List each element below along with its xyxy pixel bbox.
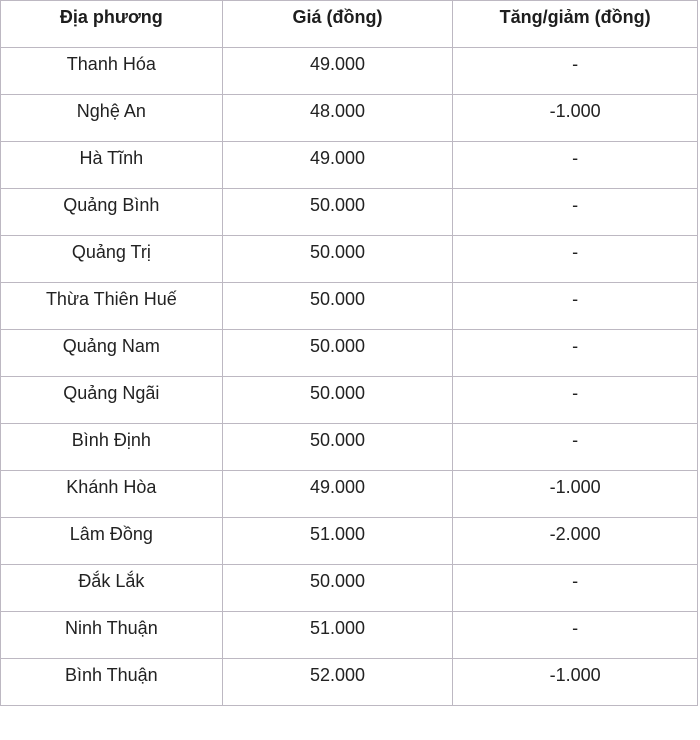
cell-region: Nghệ An <box>1 95 223 142</box>
cell-price: 49.000 <box>222 471 453 518</box>
cell-price: 50.000 <box>222 189 453 236</box>
cell-region: Thanh Hóa <box>1 48 223 95</box>
cell-change: - <box>453 142 698 189</box>
cell-price: 51.000 <box>222 612 453 659</box>
cell-price: 50.000 <box>222 283 453 330</box>
cell-change: - <box>453 330 698 377</box>
table-row <box>1 518 698 565</box>
table-row <box>1 565 698 612</box>
cell-price: 50.000 <box>222 424 453 471</box>
table-row <box>1 377 698 424</box>
cell-change: - <box>453 377 698 424</box>
cell-price: 49.000 <box>222 48 453 95</box>
cell-price: 50.000 <box>222 377 453 424</box>
cell-change: - <box>453 236 698 283</box>
cell-region: Lâm Đồng <box>1 518 223 565</box>
cell-region: Đắk Lắk <box>1 565 223 612</box>
cell-price: 50.000 <box>222 565 453 612</box>
table-row <box>1 142 698 189</box>
cell-region: Quảng Trị <box>1 236 223 283</box>
cell-region: Quảng Ngãi <box>1 377 223 424</box>
cell-change: - <box>453 189 698 236</box>
table-row <box>1 659 698 706</box>
cell-change: - <box>453 424 698 471</box>
table-row <box>1 189 698 236</box>
table-row <box>1 424 698 471</box>
table-row <box>1 95 698 142</box>
cell-region: Khánh Hòa <box>1 471 223 518</box>
cell-change: - <box>453 283 698 330</box>
cell-region: Quảng Bình <box>1 189 223 236</box>
cell-price: 50.000 <box>222 330 453 377</box>
table-row <box>1 330 698 377</box>
table-row <box>1 471 698 518</box>
cell-region: Hà Tĩnh <box>1 142 223 189</box>
cell-region: Bình Thuận <box>1 659 223 706</box>
cell-price: 52.000 <box>222 659 453 706</box>
cell-region: Bình Định <box>1 424 223 471</box>
header-region: Địa phương <box>1 1 223 48</box>
cell-change: -1.000 <box>453 95 698 142</box>
table-row <box>1 236 698 283</box>
cell-region: Ninh Thuận <box>1 612 223 659</box>
table-row <box>1 283 698 330</box>
header-change: Tăng/giảm (đồng) <box>453 1 698 48</box>
cell-region: Quảng Nam <box>1 330 223 377</box>
cell-price: 50.000 <box>222 236 453 283</box>
cell-change: - <box>453 612 698 659</box>
table-header-row <box>1 1 698 48</box>
cell-change: -1.000 <box>453 471 698 518</box>
cell-price: 51.000 <box>222 518 453 565</box>
cell-region: Thừa Thiên Huế <box>1 283 223 330</box>
cell-price: 49.000 <box>222 142 453 189</box>
cell-change: - <box>453 565 698 612</box>
cell-price: 48.000 <box>222 95 453 142</box>
table-row <box>1 612 698 659</box>
table-row <box>1 48 698 95</box>
cell-change: -2.000 <box>453 518 698 565</box>
header-price: Giá (đồng) <box>222 1 453 48</box>
cell-change: -1.000 <box>453 659 698 706</box>
cell-change: - <box>453 48 698 95</box>
